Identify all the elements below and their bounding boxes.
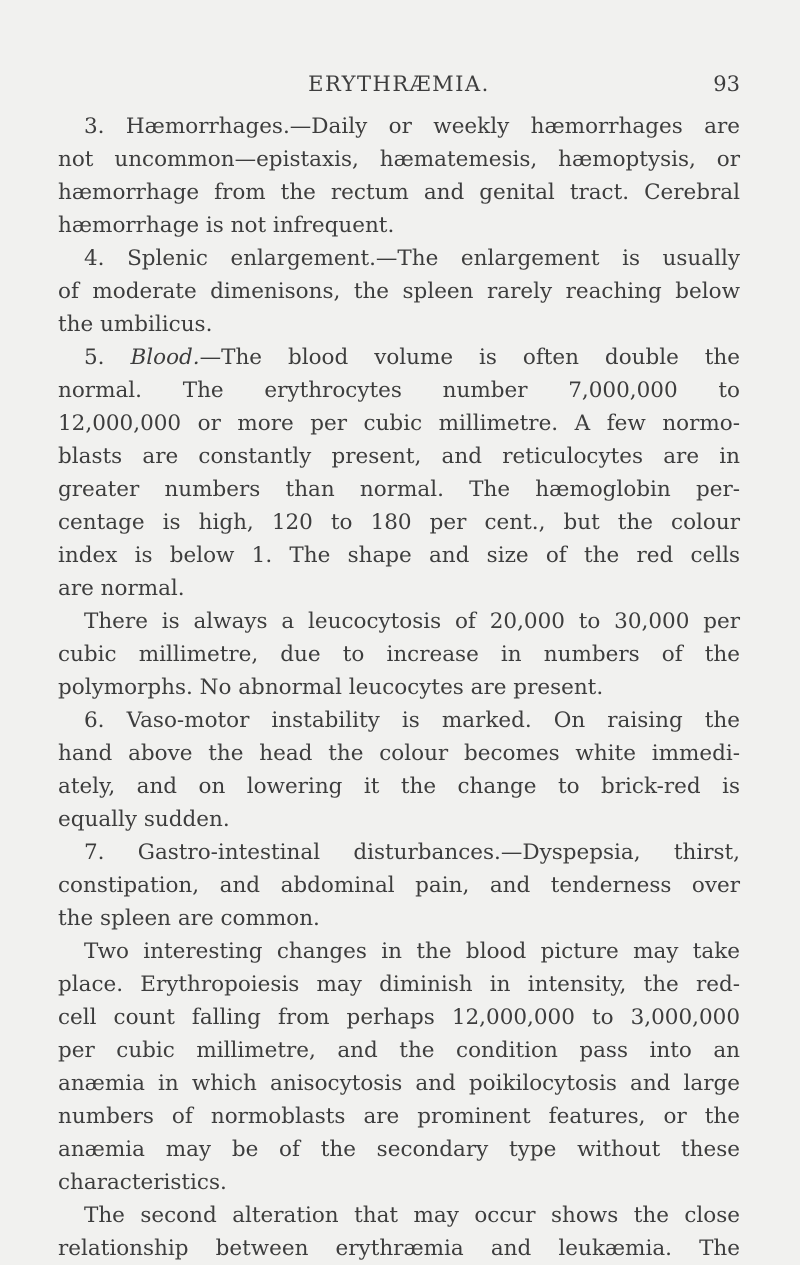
running-head: ERYTHRÆMIA. xyxy=(308,72,490,96)
text-line: normal. The erythrocytes number 7,000,000 to xyxy=(58,378,740,403)
text-line: hæmorrhage from the rectum and genital tract. Cerebral xyxy=(58,180,740,205)
text-line xyxy=(58,341,740,374)
text-line: greater numbers than normal. The hæmoglobin per- xyxy=(58,477,740,502)
text-line: place. Erythropoiesis may diminish in intensity, the red- xyxy=(58,972,740,997)
text-line: the umbilicus. xyxy=(58,312,213,337)
text-line: The second alteration that may occur shows the close xyxy=(84,1203,740,1228)
text-line: of moderate dimenisons, the spleen rarely reaching below xyxy=(58,279,740,304)
page-number: 93 xyxy=(713,72,740,96)
text-line: index is below 1. The shape and size of the red cells xyxy=(58,543,740,568)
text-line: Two interesting changes in the blood picture may take xyxy=(84,939,740,964)
text-line: 6. Vaso-motor instability is marked. On raising the xyxy=(84,708,740,733)
text-line: cell count falling from perhaps 12,000,000 to 3,000,000 xyxy=(58,1005,740,1030)
text-line: ately, and on lowering it the change to brick-red is xyxy=(58,774,740,799)
text-line: numbers of normoblasts are prominent features, or the xyxy=(58,1104,740,1129)
text-line: equally sudden. xyxy=(58,807,230,832)
text-line: blasts are constantly present, and reticulocytes are in xyxy=(58,444,740,469)
text-line: 3. Hæmorrhages.—Daily or weekly hæmorrhages are xyxy=(84,114,740,139)
text-line: per cubic millimetre, and the condition pass into an xyxy=(58,1038,740,1063)
text-line: hæmorrhage is not infrequent. xyxy=(58,213,395,238)
text-line: anæmia may be of the secondary type without these xyxy=(58,1137,740,1162)
text-line: not uncommon—epistaxis, hæmatemesis, hæmoptysis, or xyxy=(58,147,740,172)
text-line: polymorphs. No abnormal leucocytes are present. xyxy=(58,675,604,700)
text-line: are normal. xyxy=(58,576,185,601)
text-line: constipation, and abdominal pain, and tenderness over xyxy=(58,873,740,898)
text-line: anæmia in which anisocytosis and poikilocytosis and large xyxy=(58,1071,740,1096)
text-line: 4. Splenic enlargement.—The enlargement is usually xyxy=(84,246,740,271)
text-line: cubic millimetre, due to increase in numbers of the xyxy=(58,642,740,667)
text-line: 7. Gastro-intestinal disturbances.—Dyspepsia, thirst, xyxy=(84,840,740,865)
text-line: relationship between erythræmia and leukæmia. The xyxy=(58,1236,740,1261)
text-line: 12,000,000 or more per cubic millimetre. A few normo- xyxy=(58,411,740,436)
body-text xyxy=(58,110,740,1265)
text-line: hand above the head the colour becomes white immedi- xyxy=(58,741,740,766)
text-line: centage is high, 120 to 180 per cent., but the colour xyxy=(58,510,740,535)
text-line: the spleen are common. xyxy=(58,906,320,931)
item-number: 5. xyxy=(84,345,131,370)
line-rest: —The blood volume is often double the xyxy=(199,345,740,370)
italic-heading: Blood. xyxy=(130,345,200,370)
page-header xyxy=(58,72,740,102)
text-line: There is always a leucocytosis of 20,000 to 30,000 per xyxy=(84,609,740,634)
text-line: characteristics. xyxy=(58,1170,227,1195)
